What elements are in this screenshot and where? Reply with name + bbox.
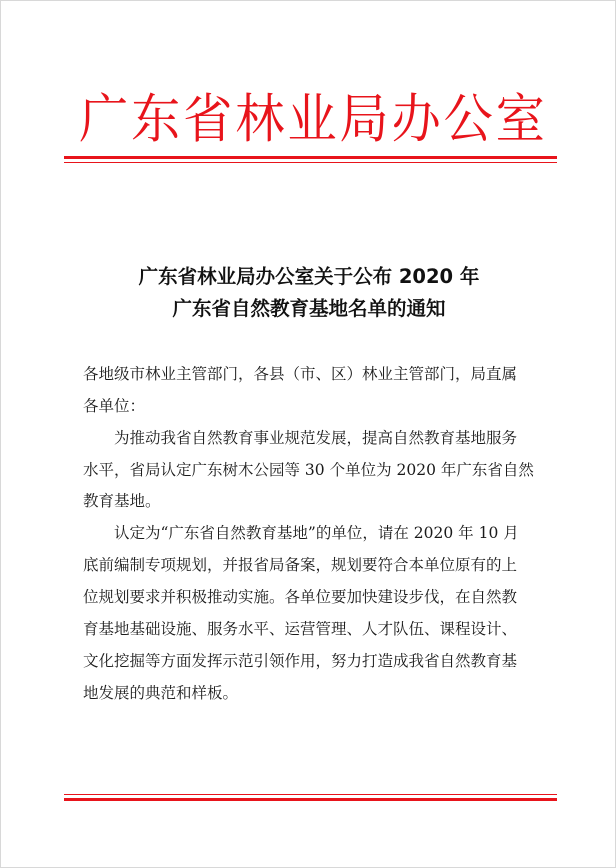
body-line: 位规划要求并积极推动实施。各单位要加快建设步伐，在自然教 bbox=[83, 588, 518, 606]
header-red-rule-thin bbox=[64, 162, 557, 163]
body-line: 教育基地。 bbox=[83, 492, 161, 510]
body-line: 地发展的典范和样板。 bbox=[83, 684, 239, 702]
footer-red-rule-thin bbox=[64, 794, 557, 795]
body-line: 认定为“广东省自然教育基地”的单位，请在 2020 年 10 月 bbox=[83, 524, 519, 542]
body-line: 底前编制专项规划，并报省局备案，规划要符合本单位原有的上 bbox=[83, 556, 518, 574]
body-line: 各地级市林业主管部门，各县（市、区）林业主管部门，局直属 bbox=[83, 365, 518, 383]
issuing-office-header: 广东省林业局办公室 bbox=[79, 89, 548, 150]
footer-red-rule-thick bbox=[64, 798, 557, 801]
body-line: 各单位： bbox=[83, 397, 146, 415]
body-line: 水平，省局认定广东树木公园等 30 个单位为 2020 年广东省自然 bbox=[83, 461, 534, 479]
header-red-rule-thick bbox=[64, 156, 557, 159]
body-line: 文化挖掘等方面发挥示范引领作用，努力打造成我省自然教育基 bbox=[83, 652, 518, 670]
body-line: 为推动我省自然教育事业规范发展，提高自然教育基地服务 bbox=[83, 429, 518, 447]
notice-title-line-2: 广东省自然教育基地名单的通知 bbox=[172, 297, 446, 320]
body-line: 育基地基础设施、服务水平、运营管理、人才队伍、课程设计、 bbox=[83, 620, 518, 638]
notice-title-line-1: 广东省林业局办公室关于公布 2020 年 bbox=[138, 265, 480, 288]
